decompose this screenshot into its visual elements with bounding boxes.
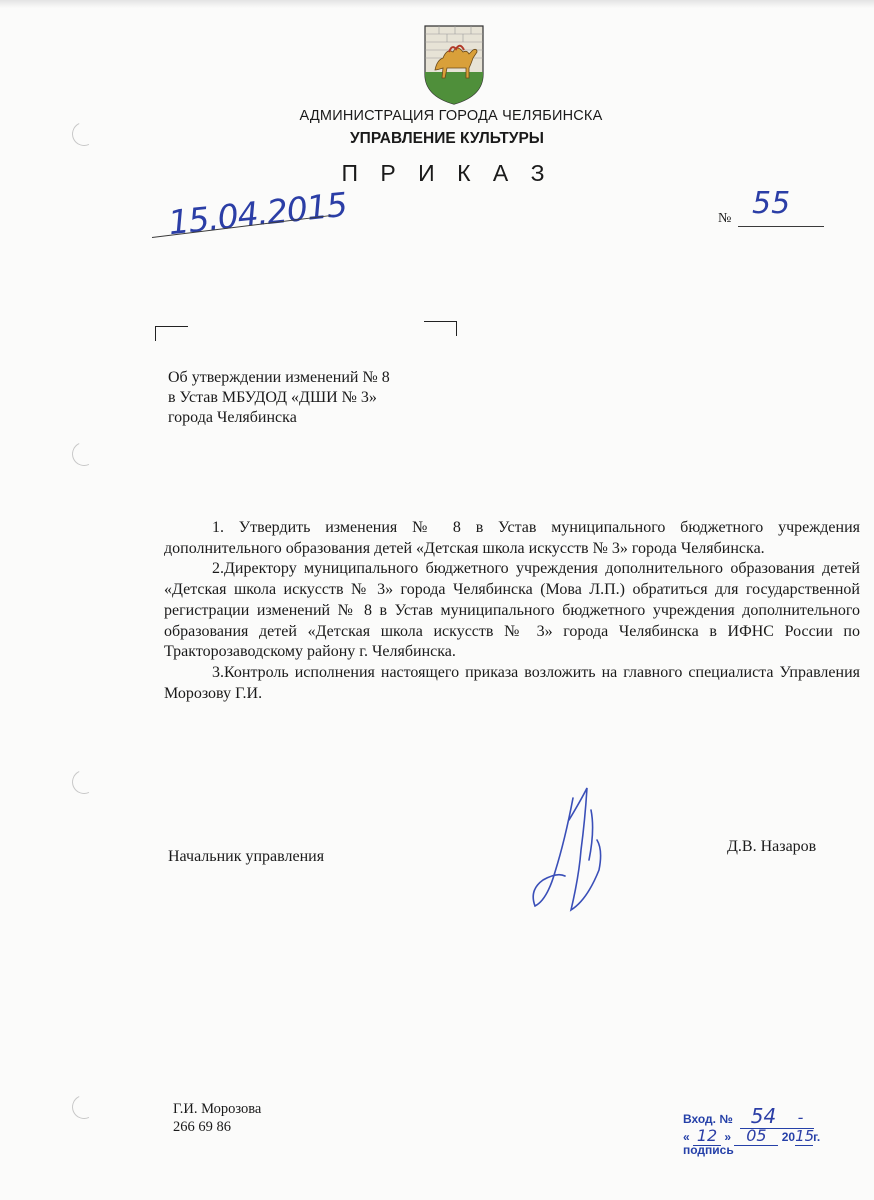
department-title: УПРАВЛЕНИЕ КУЛЬТУРЫ: [350, 130, 544, 147]
signer-name: Д.В. Назаров: [727, 838, 817, 855]
order-body: [164, 518, 860, 704]
stamp-quote-close: »: [724, 1130, 732, 1144]
stamp-number: 54: [750, 1104, 777, 1128]
stamp-quote-open: «: [683, 1130, 690, 1144]
stamp-year-suffix: 15: [795, 1127, 815, 1145]
scan-edge: [0, 0, 874, 8]
stamp-sign-label: подпись: [683, 1143, 734, 1157]
order-item: 2.Директору муниципального бюджетного учреждения дополнительного образования детей «Детская школа искусств № 3» города Челябинска (Мова Л.П.) обратиться для государственной регистрации изменений № 8 в Устав муниципального бюджетного учреждения дополнительного образования детей «Детская школа искусств № 3» города Челябинска в ИФНС России по Тракторозаводскому району г. Челябинска.: [164, 560, 860, 661]
subject-bracket-left: [155, 326, 188, 341]
order-subject: [168, 368, 390, 428]
stamp-label: Вход. №: [683, 1112, 733, 1126]
contact-name: Г.И. Морозова: [173, 1101, 262, 1117]
document-type: П Р И К А З: [341, 160, 553, 186]
contact-block: [173, 1100, 261, 1136]
order-date: 15.04.2015: [166, 184, 349, 243]
contact-phone: 266 69 86: [173, 1119, 231, 1135]
punch-hole: [69, 1092, 100, 1123]
administration-title: АДМИНИСТРАЦИЯ ГОРОДА ЧЕЛЯБИНСКА: [299, 108, 603, 124]
stamp-year-prefix: 20: [781, 1130, 796, 1144]
stamp-day: 12: [696, 1126, 718, 1145]
punch-hole: [69, 767, 100, 798]
stamp-year-unit: г.: [813, 1130, 821, 1144]
order-item: 1. Утвердить изменения № 8 в Устав муниципального бюджетного учреждения дополнительного образования детей «Детская школа искусств № 3» города Челябинска.: [164, 519, 860, 557]
number-underline: [738, 226, 824, 227]
subject-bracket-right: [424, 321, 457, 336]
punch-hole: [69, 439, 100, 470]
subject-line: города Челябинска: [168, 409, 297, 426]
subject-line: Об утверждении изменений № 8: [168, 369, 390, 386]
subject-line: в Устав МБУДОД «ДШИ № 3»: [168, 389, 377, 406]
order-item: 3.Контроль исполнения настоящего приказа возложить на главного специалиста Управления Морозову Г.И.: [164, 663, 860, 702]
order-number-label: №: [718, 211, 732, 226]
city-coat-of-arms: [419, 22, 489, 106]
stamp-month: 05: [746, 1126, 767, 1145]
stamp-dash: -: [797, 1108, 804, 1127]
handwritten-signature: [525, 780, 615, 920]
signer-role: Начальник управления: [168, 848, 325, 865]
order-number: 55: [752, 186, 791, 221]
